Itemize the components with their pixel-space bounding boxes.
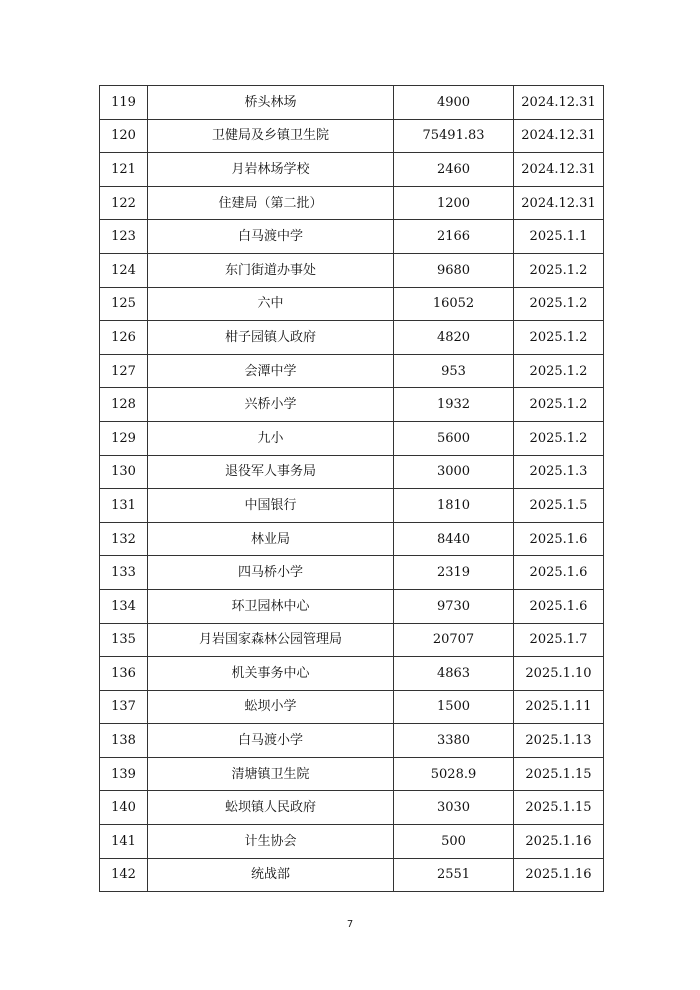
unit-name: 蚣坝小学 bbox=[148, 690, 394, 724]
row-number: 128 bbox=[100, 388, 148, 422]
unit-name: 白马渡小学 bbox=[148, 724, 394, 758]
table-row bbox=[100, 153, 604, 187]
row-number: 120 bbox=[100, 119, 148, 153]
amount: 3000 bbox=[394, 455, 514, 489]
table-row bbox=[100, 623, 604, 657]
date: 2025.1.15 bbox=[514, 791, 604, 825]
amount: 1200 bbox=[394, 186, 514, 220]
amount: 4863 bbox=[394, 657, 514, 691]
amount: 1932 bbox=[394, 388, 514, 422]
unit-name: 林业局 bbox=[148, 522, 394, 556]
row-number: 123 bbox=[100, 220, 148, 254]
donation-table bbox=[99, 85, 604, 892]
row-number: 132 bbox=[100, 522, 148, 556]
date: 2025.1.3 bbox=[514, 455, 604, 489]
table-row bbox=[100, 388, 604, 422]
row-number: 141 bbox=[100, 825, 148, 859]
date: 2024.12.31 bbox=[514, 86, 604, 120]
amount: 9680 bbox=[394, 253, 514, 287]
row-number: 130 bbox=[100, 455, 148, 489]
unit-name: 六中 bbox=[148, 287, 394, 321]
table-row bbox=[100, 522, 604, 556]
amount: 75491.83 bbox=[394, 119, 514, 153]
date: 2025.1.2 bbox=[514, 287, 604, 321]
table-row bbox=[100, 253, 604, 287]
date: 2025.1.2 bbox=[514, 321, 604, 355]
table-row bbox=[100, 220, 604, 254]
amount: 953 bbox=[394, 354, 514, 388]
table-row bbox=[100, 455, 604, 489]
unit-name: 月岩林场学校 bbox=[148, 153, 394, 187]
row-number: 121 bbox=[100, 153, 148, 187]
date: 2025.1.2 bbox=[514, 388, 604, 422]
unit-name: 兴桥小学 bbox=[148, 388, 394, 422]
table-row bbox=[100, 119, 604, 153]
amount: 2551 bbox=[394, 858, 514, 892]
row-number: 134 bbox=[100, 589, 148, 623]
table-row bbox=[100, 186, 604, 220]
row-number: 138 bbox=[100, 724, 148, 758]
date: 2025.1.2 bbox=[514, 253, 604, 287]
table-row bbox=[100, 489, 604, 523]
table-row bbox=[100, 421, 604, 455]
row-number: 126 bbox=[100, 321, 148, 355]
date: 2025.1.7 bbox=[514, 623, 604, 657]
row-number: 136 bbox=[100, 657, 148, 691]
amount: 5600 bbox=[394, 421, 514, 455]
row-number: 129 bbox=[100, 421, 148, 455]
amount: 1500 bbox=[394, 690, 514, 724]
row-number: 142 bbox=[100, 858, 148, 892]
date: 2025.1.5 bbox=[514, 489, 604, 523]
unit-name: 中国银行 bbox=[148, 489, 394, 523]
row-number: 125 bbox=[100, 287, 148, 321]
amount: 20707 bbox=[394, 623, 514, 657]
row-number: 135 bbox=[100, 623, 148, 657]
unit-name: 会潭中学 bbox=[148, 354, 394, 388]
date: 2025.1.15 bbox=[514, 757, 604, 791]
date: 2025.1.6 bbox=[514, 556, 604, 590]
table-row bbox=[100, 556, 604, 590]
amount: 5028.9 bbox=[394, 757, 514, 791]
unit-name: 清塘镇卫生院 bbox=[148, 757, 394, 791]
unit-name: 白马渡中学 bbox=[148, 220, 394, 254]
amount: 2166 bbox=[394, 220, 514, 254]
table-row bbox=[100, 825, 604, 859]
table-row bbox=[100, 354, 604, 388]
table-row bbox=[100, 287, 604, 321]
table-row bbox=[100, 321, 604, 355]
date: 2024.12.31 bbox=[514, 186, 604, 220]
table-row bbox=[100, 657, 604, 691]
amount: 9730 bbox=[394, 589, 514, 623]
amount: 4820 bbox=[394, 321, 514, 355]
amount: 2319 bbox=[394, 556, 514, 590]
page-number: 7 bbox=[346, 919, 354, 930]
unit-name: 机关事务中心 bbox=[148, 657, 394, 691]
date: 2025.1.16 bbox=[514, 825, 604, 859]
unit-name: 计生协会 bbox=[148, 825, 394, 859]
table-row bbox=[100, 86, 604, 120]
date: 2025.1.13 bbox=[514, 724, 604, 758]
unit-name: 桥头林场 bbox=[148, 86, 394, 120]
amount: 16052 bbox=[394, 287, 514, 321]
unit-name: 卫健局及乡镇卫生院 bbox=[148, 119, 394, 153]
date: 2025.1.2 bbox=[514, 421, 604, 455]
unit-name: 退役军人事务局 bbox=[148, 455, 394, 489]
unit-name: 蚣坝镇人民政府 bbox=[148, 791, 394, 825]
unit-name: 九小 bbox=[148, 421, 394, 455]
amount: 8440 bbox=[394, 522, 514, 556]
unit-name: 住建局（第二批） bbox=[148, 186, 394, 220]
table-body bbox=[100, 86, 604, 892]
row-number: 124 bbox=[100, 253, 148, 287]
table-row bbox=[100, 690, 604, 724]
date: 2025.1.6 bbox=[514, 522, 604, 556]
date: 2024.12.31 bbox=[514, 153, 604, 187]
row-number: 139 bbox=[100, 757, 148, 791]
row-number: 127 bbox=[100, 354, 148, 388]
amount: 2460 bbox=[394, 153, 514, 187]
row-number: 140 bbox=[100, 791, 148, 825]
date: 2024.12.31 bbox=[514, 119, 604, 153]
row-number: 131 bbox=[100, 489, 148, 523]
date: 2025.1.10 bbox=[514, 657, 604, 691]
table-row bbox=[100, 589, 604, 623]
row-number: 133 bbox=[100, 556, 148, 590]
amount: 3380 bbox=[394, 724, 514, 758]
row-number: 119 bbox=[100, 86, 148, 120]
amount: 4900 bbox=[394, 86, 514, 120]
date: 2025.1.11 bbox=[514, 690, 604, 724]
unit-name: 柑子园镇人政府 bbox=[148, 321, 394, 355]
date: 2025.1.16 bbox=[514, 858, 604, 892]
amount: 500 bbox=[394, 825, 514, 859]
unit-name: 东门街道办事处 bbox=[148, 253, 394, 287]
date: 2025.1.1 bbox=[514, 220, 604, 254]
date: 2025.1.2 bbox=[514, 354, 604, 388]
table-row bbox=[100, 791, 604, 825]
unit-name: 四马桥小学 bbox=[148, 556, 394, 590]
date: 2025.1.6 bbox=[514, 589, 604, 623]
table-row bbox=[100, 757, 604, 791]
row-number: 137 bbox=[100, 690, 148, 724]
row-number: 122 bbox=[100, 186, 148, 220]
unit-name: 统战部 bbox=[148, 858, 394, 892]
amount: 1810 bbox=[394, 489, 514, 523]
table-row bbox=[100, 858, 604, 892]
amount: 3030 bbox=[394, 791, 514, 825]
table-row bbox=[100, 724, 604, 758]
unit-name: 月岩国家森林公园管理局 bbox=[148, 623, 394, 657]
unit-name: 环卫园林中心 bbox=[148, 589, 394, 623]
